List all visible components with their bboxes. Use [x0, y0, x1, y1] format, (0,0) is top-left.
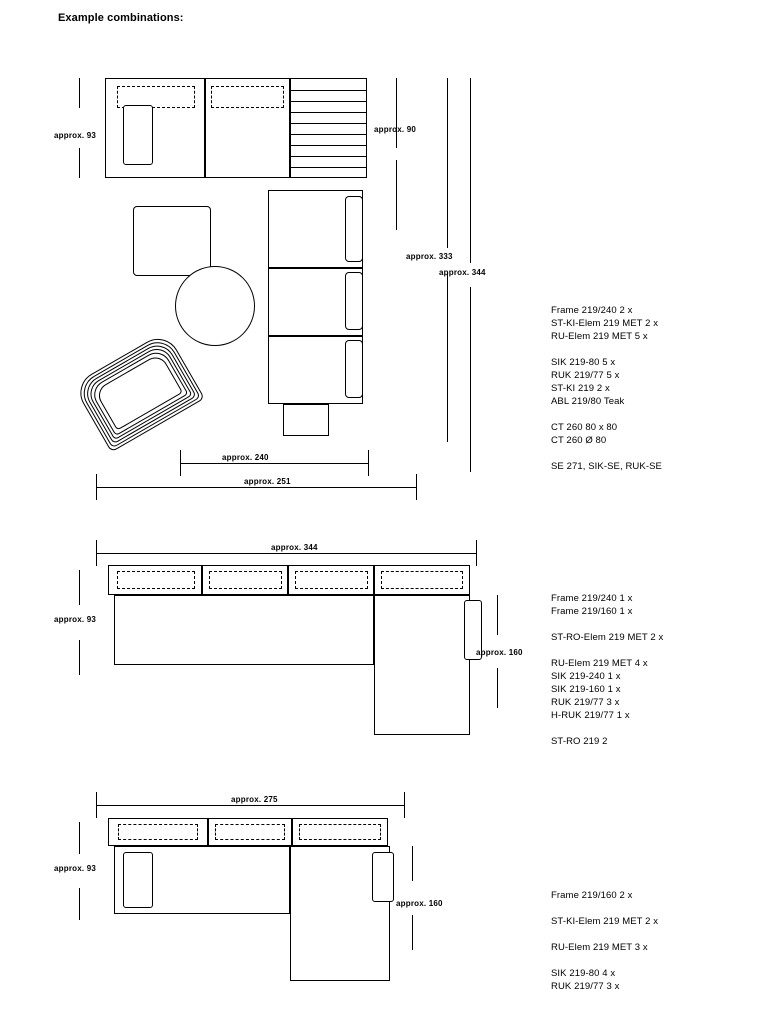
dim-approx-160-c2: approx. 160 — [476, 648, 523, 657]
backrest-cushion-dash — [209, 571, 282, 589]
dim-approx-160-c3: approx. 160 — [396, 899, 443, 908]
spec-line: CT 260 Ø 80 — [551, 435, 607, 446]
spec-line: H-RUK 219/77 1 x — [551, 710, 630, 721]
spec-line: RUK 219/77 3 x — [551, 981, 620, 992]
dim-tick — [96, 792, 97, 818]
dim-tick — [470, 287, 471, 472]
spec-line: Frame 219/240 2 x — [551, 305, 633, 316]
dim-tick — [412, 915, 413, 950]
dim-tick — [396, 78, 397, 148]
dim-line — [96, 487, 416, 488]
dim-tick — [79, 888, 80, 920]
spec-line: ST-RO-Elem 219 MET 2 x — [551, 632, 664, 643]
dim-tick — [79, 822, 80, 854]
spec-line: SIK 219-80 5 x — [551, 357, 616, 368]
backrest-cushion-dash — [118, 824, 198, 840]
backrest-cushion-dash — [381, 571, 463, 589]
dim-approx-240-c1: approx. 240 — [219, 453, 272, 462]
backrest-cushion-vertical — [345, 196, 363, 262]
dim-line — [96, 805, 404, 806]
spec-line: Frame 219/240 1 x — [551, 593, 633, 604]
dim-approx-93-c2: approx. 93 — [54, 615, 97, 624]
sofa-seat-body-main — [114, 595, 374, 665]
spec-line: ST-KI-Elem 219 MET 2 x — [551, 318, 659, 329]
spec-line: ST-RO 219 2 — [551, 736, 608, 747]
dim-tick — [447, 272, 448, 442]
dim-tick — [447, 78, 448, 248]
dim-tick — [96, 540, 97, 566]
backrest-cushion-dash — [299, 824, 381, 840]
armrest-cushion — [123, 105, 153, 165]
shelf-element-teak — [290, 78, 367, 178]
spec-line: CT 260 80 x 80 — [551, 422, 618, 433]
dim-tick — [396, 160, 397, 230]
spec-line: RUK 219/77 5 x — [551, 370, 620, 381]
dim-tick — [416, 474, 417, 500]
coffee-table-square — [133, 206, 211, 276]
dim-tick — [79, 640, 80, 675]
armchair-se-271 — [72, 330, 207, 454]
dim-approx-93-c3: approx. 93 — [54, 864, 97, 873]
backrest-cushion-vertical — [345, 272, 363, 330]
spec-line: SIK 219-80 4 x — [551, 968, 616, 979]
dim-tick — [497, 595, 498, 635]
dim-tick — [79, 148, 80, 178]
dim-approx-90-c1: approx. 90 — [374, 125, 417, 134]
spec-line: RU-Elem 219 MET 5 x — [551, 331, 648, 342]
spec-line: RU-Elem 219 MET 3 x — [551, 942, 648, 953]
dim-tick — [404, 792, 405, 818]
dim-tick — [180, 450, 181, 476]
dim-tick — [368, 450, 369, 476]
dim-tick — [96, 474, 97, 500]
dim-approx-93-c1: approx. 93 — [54, 131, 97, 140]
dim-approx-344-c1: approx. 344 — [439, 268, 486, 277]
spec-line: SE 271, SIK-SE, RUK-SE — [551, 461, 662, 472]
dim-tick — [79, 78, 80, 108]
dim-approx-251-c1: approx. 251 — [241, 477, 294, 486]
dim-tick — [412, 846, 413, 881]
spec-line: Frame 219/160 1 x — [551, 606, 633, 617]
backrest-cushion-dash — [295, 571, 368, 589]
sofa-chaise-body — [374, 595, 470, 735]
armrest-cushion-left — [123, 852, 153, 908]
backrest-cushion-vertical — [345, 340, 363, 398]
dim-tick — [476, 540, 477, 566]
spec-line: ST-KI-Elem 219 MET 2 x — [551, 916, 659, 927]
spec-line: SIK 219-160 1 x — [551, 684, 621, 695]
footstool-element — [283, 404, 329, 436]
spec-line: RUK 219/77 3 x — [551, 697, 620, 708]
dim-line — [96, 553, 476, 554]
dim-tick — [497, 668, 498, 708]
spec-line: ST-KI 219 2 x — [551, 383, 610, 394]
dim-approx-275-c3: approx. 275 — [228, 795, 281, 804]
dim-approx-333-c1: approx. 333 — [406, 252, 453, 261]
spec-line: RU-Elem 219 MET 4 x — [551, 658, 648, 669]
dim-approx-344-c2: approx. 344 — [268, 543, 321, 552]
spec-line: SIK 219-240 1 x — [551, 671, 621, 682]
backrest-cushion-dash — [215, 824, 285, 840]
spec-line: Frame 219/160 2 x — [551, 890, 633, 901]
dim-tick — [470, 78, 471, 263]
spec-line: ABL 219/80 Teak — [551, 396, 625, 407]
armrest-cushion-right — [372, 852, 394, 902]
coffee-table-round — [175, 266, 255, 346]
dim-line — [180, 463, 368, 464]
backrest-cushion-dash — [211, 86, 284, 108]
backrest-cushion-dash — [117, 571, 195, 589]
page-title: Example combinations: — [58, 12, 184, 24]
dim-tick — [79, 570, 80, 605]
